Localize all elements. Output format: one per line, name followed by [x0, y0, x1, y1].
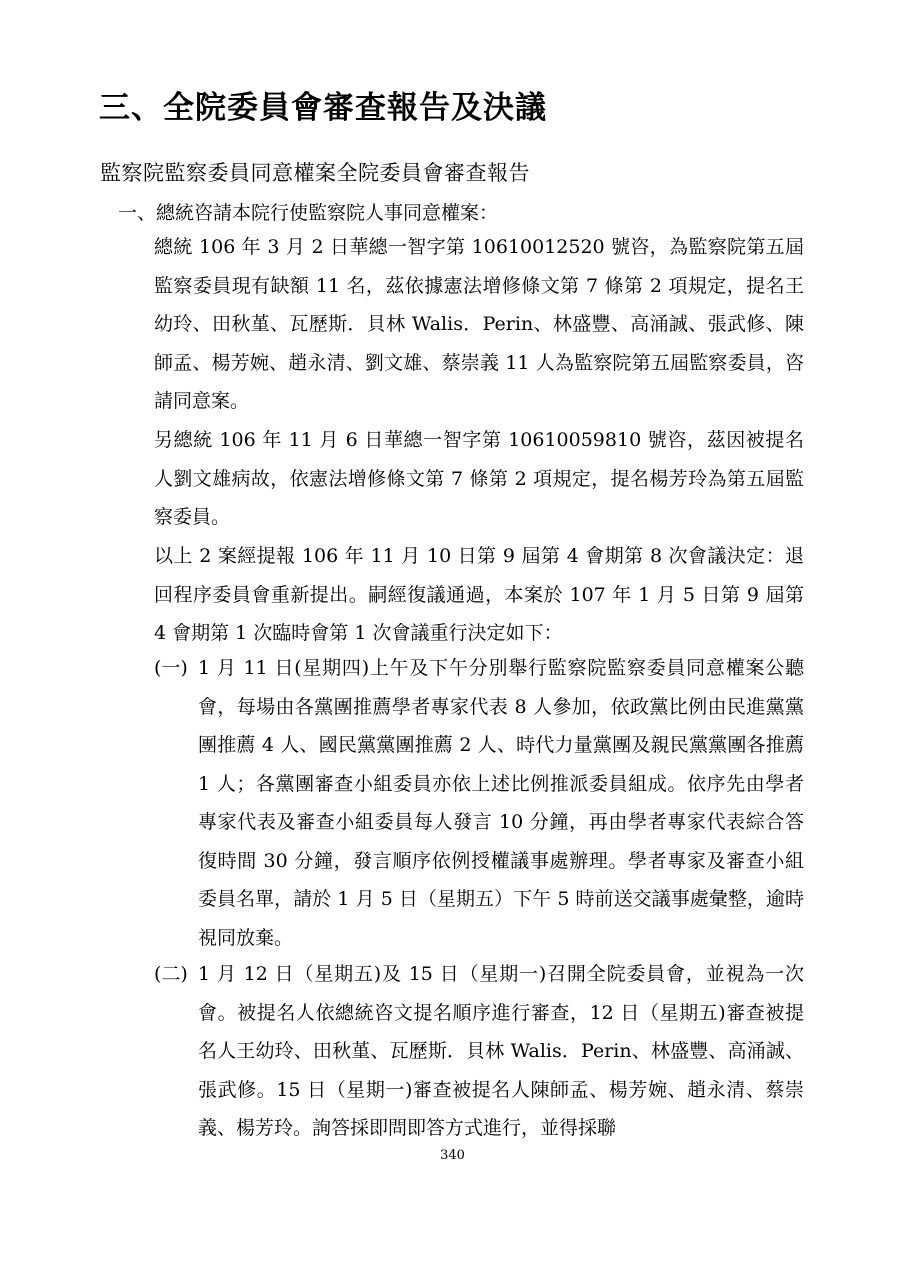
- paragraph-nomination: 總統 106 年 3 月 2 日華總一智字第 10610012520 號咨，為監察院第五屆監察委員現有缺額 11 名，茲依據憲法增修條文第 7 條第 2 項規定，提名王幼玲、田秋堇、瓦歷斯．貝林 Walis．Perin、林盛豐、高涌誠、張武修、陳師孟、楊芳婉、趙永清、劉文雄、蔡崇義 11 人為監察院第五屆監察委員，咨請同意案。: [154, 236, 804, 412]
- item-heading: 一、總統咨請本院行使監察院人事同意權案：: [118, 202, 499, 224]
- list-item-marker: (一): [154, 657, 188, 679]
- page-number: 340: [440, 1148, 465, 1163]
- list-item: [154, 649, 804, 957]
- list-item-marker: (二): [154, 963, 188, 985]
- paragraph-renomination: 另總統 106 年 11 月 6 日華總一智字第 10610059810 號咨，茲因被提名人劉文雄病故，依憲法增修條文第 7 條第 2 項規定，提名楊芳玲為第五屆監察委員。: [154, 429, 804, 528]
- paragraph-decision: 以上 2 案經提報 106 年 11 月 10 日第 9 屆第 4 會期第 8 次會議決定：退回程序委員會重新提出。嗣經復議通過，本案於 107 年 1 月 5 日第 9 屆第 4 會期第 1 次臨時會第 1 次會議重行決定如下：: [154, 545, 804, 644]
- section-title: 三、全院委員會審查報告及決議: [99, 90, 547, 126]
- report-title: 監察院監察委員同意權案全院委員會審查報告: [100, 161, 530, 185]
- list-item-text: 1 月 11 日(星期四)上午及下午分別舉行監察院監察委員同意權案公聽會，每場由各黨團推薦學者專家代表 8 人參加，依政黨比例由民進黨黨團推薦 4 人、國民黨黨團推薦 2 人、時代力量黨團及親民黨黨團各推薦 1 人；各黨團審查小組委員亦依上述比例推派委員組成。依序先由學者專家代表及審查小組委員每人發言 10 分鐘，再由學者專家代表綜合答復時間 30 分鐘，發言順序依例授權議事處辦理。學者專家及審查小組委員名單，請於 1 月 5 日（星期五）下午 5 時前送交議事處彙整，逾時視同放棄。: [198, 657, 804, 949]
- list-item: [154, 955, 804, 1148]
- list-item-text: 1 月 12 日（星期五)及 15 日（星期一)召開全院委員會，並視為一次會。被提名人依總統咨文提名順序進行審查，12 日（星期五)審查被提名人王幼玲、田秋堇、瓦歷斯．貝林 Walis．Perin、林盛豐、高涌誠、張武修。15 日（星期一)審查被提名人陳師孟、楊芳婉、趙永清、蔡崇義、楊芳玲。詢答採即問即答方式進行，並得採聯: [198, 963, 804, 1139]
